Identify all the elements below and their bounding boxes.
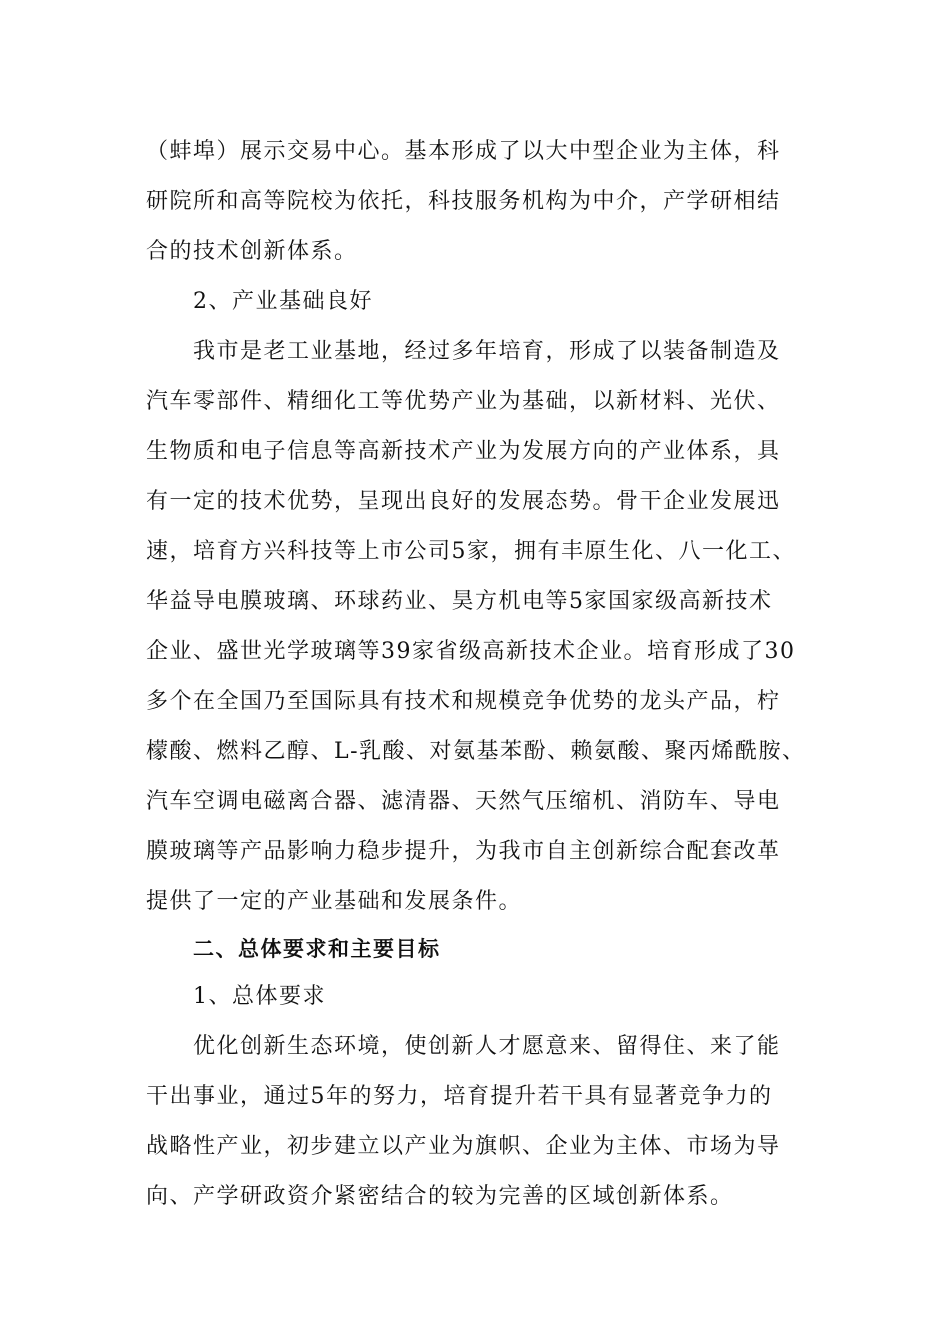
paragraph-line: 华益导电膜玻璃、环球药业、昊方机电等5家国家级高新技术	[146, 589, 773, 614]
paragraph-line: 研院所和高等院校为依托，科技服务机构为中介，产学研相结	[146, 189, 781, 214]
paragraph-line: 干出事业，通过5年的努力，培育提升若干具有显著竞争力的	[146, 1084, 773, 1109]
paragraph-line: 速，培育方兴科技等上市公司5家，拥有丰原生化、八一化工、	[146, 539, 796, 564]
paragraph-line: 向、产学研政资介紧密结合的较为完善的区域创新体系。	[146, 1184, 734, 1209]
paragraph-line: 我市是老工业基地，经过多年培育，形成了以装备制造及	[193, 339, 781, 364]
paragraph-line: 檬酸、燃料乙醇、L-乳酸、对氨基苯酚、赖氨酸、聚丙烯酰胺、	[146, 739, 806, 764]
paragraph-line: 多个在全国乃至国际具有技术和规模竞争优势的龙头产品，柠	[146, 689, 781, 714]
paragraph-line: 生物质和电子信息等高新技术产业为发展方向的产业体系，具	[146, 439, 781, 464]
paragraph-line: 提供了一定的产业基础和发展条件。	[146, 889, 523, 914]
subheading-industry-foundation: 2、产业基础良好	[193, 289, 373, 314]
paragraph-line: 有一定的技术优势，呈现出良好的发展态势。骨干企业发展迅	[146, 489, 781, 514]
section-heading-overall-requirements: 二、总体要求和主要目标	[193, 937, 441, 961]
paragraph-line: 优化创新生态环境，使创新人才愿意来、留得住、来了能	[193, 1034, 781, 1059]
paragraph-line: 汽车零部件、精细化工等优势产业为基础，以新材料、光伏、	[146, 389, 781, 414]
paragraph-line: 膜玻璃等产品影响力稳步提升，为我市自主创新综合配套改革	[146, 839, 781, 864]
paragraph-line: （蚌埠）展示交易中心。基本形成了以大中型企业为主体，科	[146, 139, 781, 164]
paragraph-line: 合的技术创新体系。	[146, 239, 358, 264]
paragraph-line: 企业、盛世光学玻璃等39家省级高新技术企业。培育形成了30	[146, 639, 796, 664]
paragraph-line: 汽车空调电磁离合器、滤清器、天然气压缩机、消防车、导电	[146, 789, 781, 814]
subheading-overall-requirements: 1、总体要求	[193, 984, 326, 1009]
paragraph-line: 战略性产业，初步建立以产业为旗帜、企业为主体、市场为导	[146, 1134, 781, 1159]
